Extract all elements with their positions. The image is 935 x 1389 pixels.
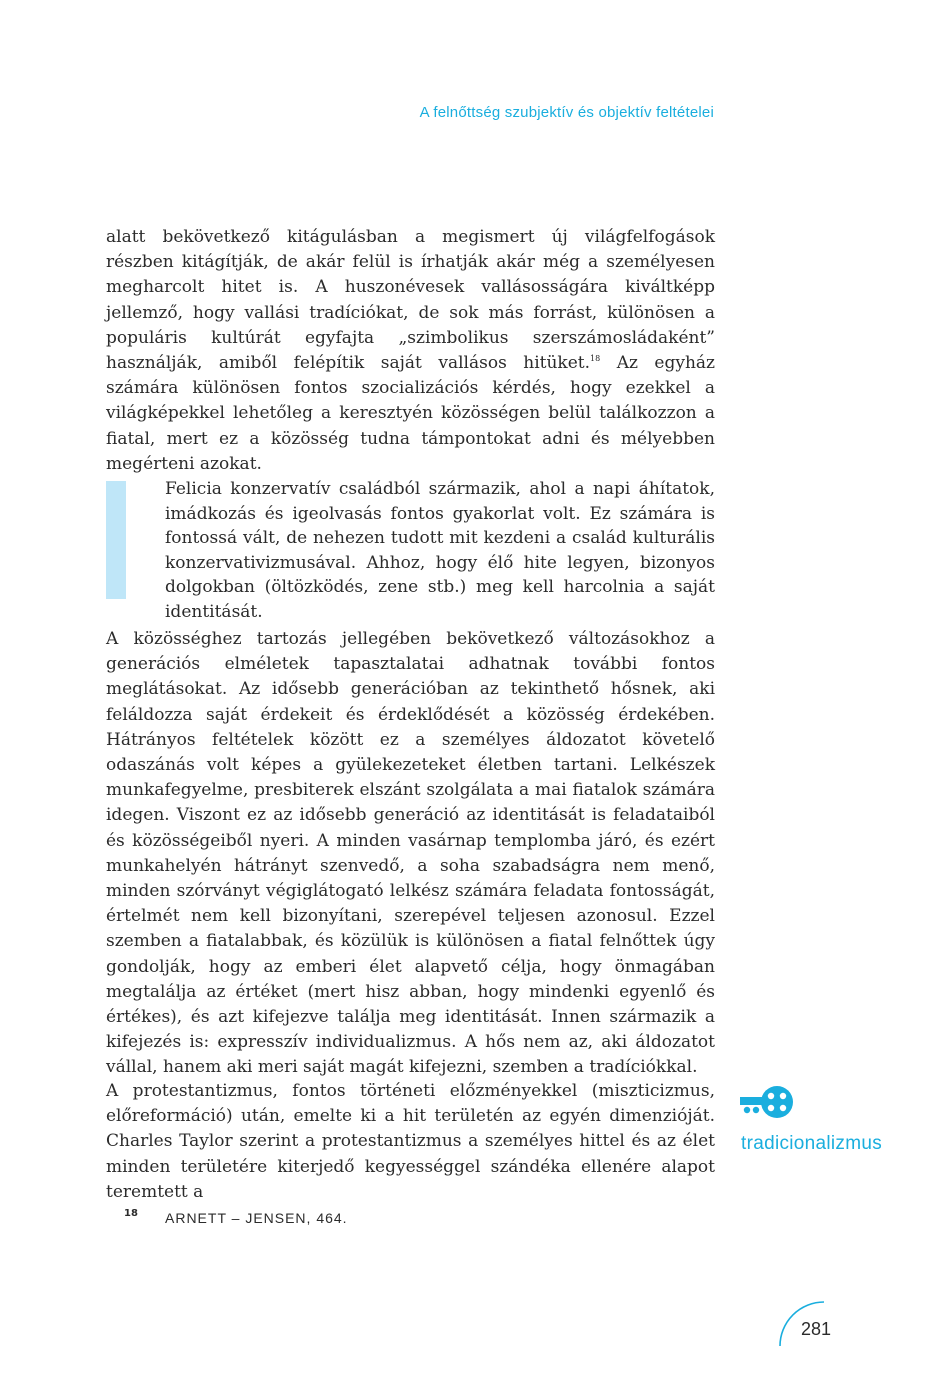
- margin-keyword: tradicionalizmus: [741, 1133, 883, 1154]
- paragraph-1-text-a: alatt bekövetkező kitágulásban a megismert új világfelfogások részben kitágítják, de akár felül is írhatják akár még a személyesen megharcolt hitet is. A huszonévesek vallásosságára kiváltképp jellemző, hogy vallási tradíciókat, de sok más forrást, különösen a populáris kultúrát egyfajta „szimbolikus szerszámosládaként” használják, amiből felépítik saját vallásos hitüket.: [106, 227, 715, 374]
- running-header: A felnőttség szubjektív és objektív feltételei: [419, 104, 714, 121]
- footnote-text: ARNETT – JENSEN, 464.: [165, 1210, 348, 1226]
- quote-bar: [106, 481, 126, 599]
- body-paragraph-1: [106, 225, 715, 477]
- body-paragraph-2: A közösséghez tartozás jellegében bekövetkező változásokhoz a generációs elméletek tapasztalatai adhatnak további fontos meglátásokat. Az idősebb generációban az tekinthető hősnek, aki feláldozza saját érdekeit és érdeklődését a közösség érdekében. Hátrányos feltételek között ez a személyes áldozatot követelő odaszánás volt képes a gyülekezeteket életben tartani. Lelkészek munkafegyelme, presbiterek elszánt szolgálata a mai fiatalok számára idegen. Viszont ez az idősebb generáció az identitását is feladataiból és közösségeiből nyeri. A minden vasárnap templomba járó, és ezért munkahelyén hátrányt szenvedő, a soha szabadságra nem menő, minden szórványt végiglátogató lelkész számára feladata fontosságát, értelmét nem kell bizonyítani, szerepével teljesen azonosul. Ezzel szemben a fiatalabbak, és közülük is különösen a fiatal felnőttek úgy gondolják, hogy az emberi élet alapvető célja, hogy önmagában megtalálja az értéket (mert hisz abban, hogy mindenki egyenlő és értékes), és azt kifejezve találja meg identitását. Innen származik a kifejezés is: expresszív individualizmus. A hős nem az, aki áldozatot vállal, hanem aki meri saját magát kifejezni, szemben a tradíciókkal.: [106, 629, 715, 1078]
- footnote-number: 18: [124, 1208, 138, 1219]
- footnote-reference[interactable]: 18: [590, 354, 601, 364]
- key-icon: [738, 1083, 794, 1121]
- page-number: 281: [801, 1319, 832, 1339]
- paragraph-1-text-b: Az egyház számára különösen fontos szocializációs kérdés, hogy ezekkel a világképekkel lehetőleg a keresztyén közösségen belül találkozzon a fiatal, mert ez a közösség tudna támpontokat adni és mélyebben megérteni azokat.: [106, 353, 715, 474]
- body-paragraph-3: A protestantizmus, fontos történeti előzményekkel (miszticizmus, előreformáció) után, emelte ki a hit területén az egyén dimenzióját. Charles Taylor szerint a protestantizmus a személyes hittel és az élet minden területére kiterjedő kegyességgel szándéka ellenére alapot teremtett a: [106, 1081, 715, 1202]
- case-quote: Felicia konzervatív családból származik, ahol a napi áhítatok, imádkozás és igeolvasás fontos gyakorlat volt. Ez számára is fontossá vált, de nehezen tudott mit kezdeni a család kulturális konzervativizmusával. Ahhoz, hogy élő hite legyen, bizonyos dolgokban (öltözködés, zene stb.) meg kell harcolnia a saját identitását.: [165, 479, 715, 622]
